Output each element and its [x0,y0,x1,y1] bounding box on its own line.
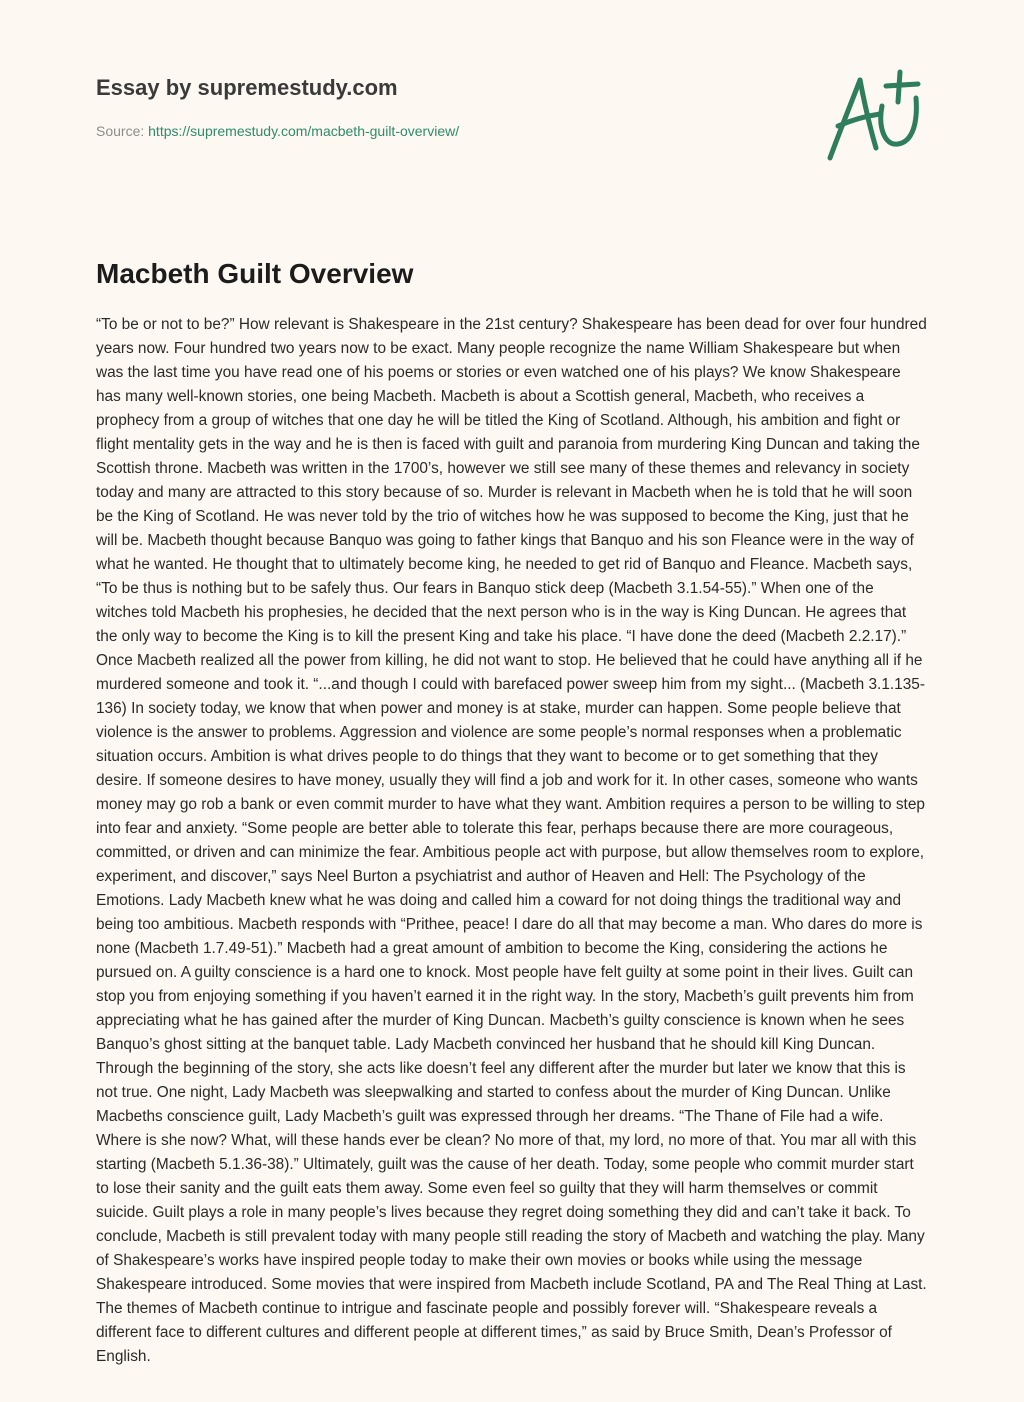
essay-title: Macbeth Guilt Overview [96,258,414,289]
a-plus-logo-svg [820,66,930,166]
source-label: Source: [96,123,145,139]
page-header [96,74,796,140]
a-plus-logo-icon [820,66,930,166]
source-link[interactable]: https://supremestudy.com/macbeth-guilt-overview/ [148,123,460,139]
site-title: Essay by supremestudy.com [96,75,398,100]
essay-body: “To be or not to be?” How relevant is Shakespeare in the 21st century? Shakespeare has been dead for over four hundred years now. Four hundred two years now to be exact. Many people recognize the name William Shakespeare but when was the last time you have read one of his poems or stories or even watched one of his plays? We know Shakespeare has many well-known stories, one being Macbeth. Macbeth is about a Scottish general, Macbeth, who receives a prophecy from a group of witches that one day he will be titled the King of Scotland. Although, his ambition and fight or flight mentality gets in the way and he is then is faced with guilt and paranoia from murdering King Duncan and taking the Scottish throne. Macbeth was written in the 1700’s, however we still see many of these themes and relevancy in society today and many are attracted to this story because of so. Murder is relevant in Macbeth when he is told that he will soon be the King of Scotland. He was never told by the trio of witches how he was supposed to become the King, just that he will be. Macbeth thought because Banquo was going to father kings that Banquo and his son Fleance were in the way of what he wanted. He thought that to ultimately become king, he needed to get rid of Banquo and Fleance. Macbeth says, “To be thus is nothing but to be safely thus. Our fears in Banquo stick deep (Macbeth 3.1.54-55).” When one of the witches told Macbeth his prophesies, he decided that the next person who is in the way is King Duncan. He agrees that the only way to become the King is to kill the present King and take his place. “I have done the deed (Macbeth 2.2.17).” Once Macbeth realized all the power from killing, he did not want to stop. He believed that he could have anything all if he murdered someone and took it. “...and though I could with barefaced power sweep him from my sight... (Macbeth 3.1.135-136) In society today, we know that when power and money is at stake, murder can happen. Some people believe that violence is the answer to problems. Aggression and violence are some people’s normal responses when a problematic situation occurs. Ambition is what drives people to do things that they want to become or to get something that they desire. If someone desires to have money, usually they will find a job and work for it. In other cases, someone who wants money may go rob a bank or even commit murder to have what they want. Ambition requires a person to be willing to step into fear and anxiety. “Some people are better able to tolerate this fear, perhaps because there are more courageous, committed, or driven and can minimize the fear. Ambitious people act with purpose, but allow themselves room to explore, experiment, and discover,” says Neel Burton a psychiatrist and author of Heaven and Hell: The Psychology of the Emotions. Lady Macbeth knew what he was doing and called him a coward for not doing things the traditional way and being too ambitious. Macbeth responds with “Prithee, peace! I dare do all that may become a man. Who dares do more is none (Macbeth 1.7.49-51).” Macbeth had a great amount of ambition to become the King, considering the actions he pursued on. A guilty conscience is a hard one to knock. Most people have felt guilty at some point in their lives. Guilt can stop you from enjoying something if you haven’t earned it in the right way. In the story, Macbeth’s guilt prevents him from appreciating what he has gained after the murder of King Duncan. Macbeth’s guilty conscience is known when he sees Banquo’s ghost sitting at the banquet table. Lady Macbeth convinced her husband that he should kill King Duncan. Through the beginning of the story, she acts like doesn’t feel any different after the murder but later we know that this is not true. One night, Lady Macbeth was sleepwalking and started to confess about the murder of King Duncan. Unlike Macbeths conscience guilt, Lady Macbeth’s guilt was expressed through her dreams. “The Thane of File had a wife. Where is she now? What, will these hands ever be clean? No more of that, my lord, no more of that. You mar all with this starting (Macbeth 5.1.36-38).” Ultimately, guilt was the cause of her death. Today, some people who commit murder start to lose their sanity and the guilt eats them away. Some even feel so guilty that they will harm themselves or commit suicide. Guilt plays a role in many people’s lives because they regret doing something they did and can’t take it back. To conclude, Macbeth is still prevalent today with many people still reading the story of Macbeth and watching the play. Many of Shakespeare’s works have inspired people today to make their own movies or books while using the message Shakespeare introduced. Some movies that were inspired from Macbeth include Scotland, PA and The Real Thing at Last. The themes of Macbeth continue to intrigue and fascinate people and possibly forever will. “Shakespeare reveals a different face to different cultures and different people at different times,” as said by Bruce Smith, Dean’s Professor of English. [96,316,927,1365]
source-line [96,122,796,140]
